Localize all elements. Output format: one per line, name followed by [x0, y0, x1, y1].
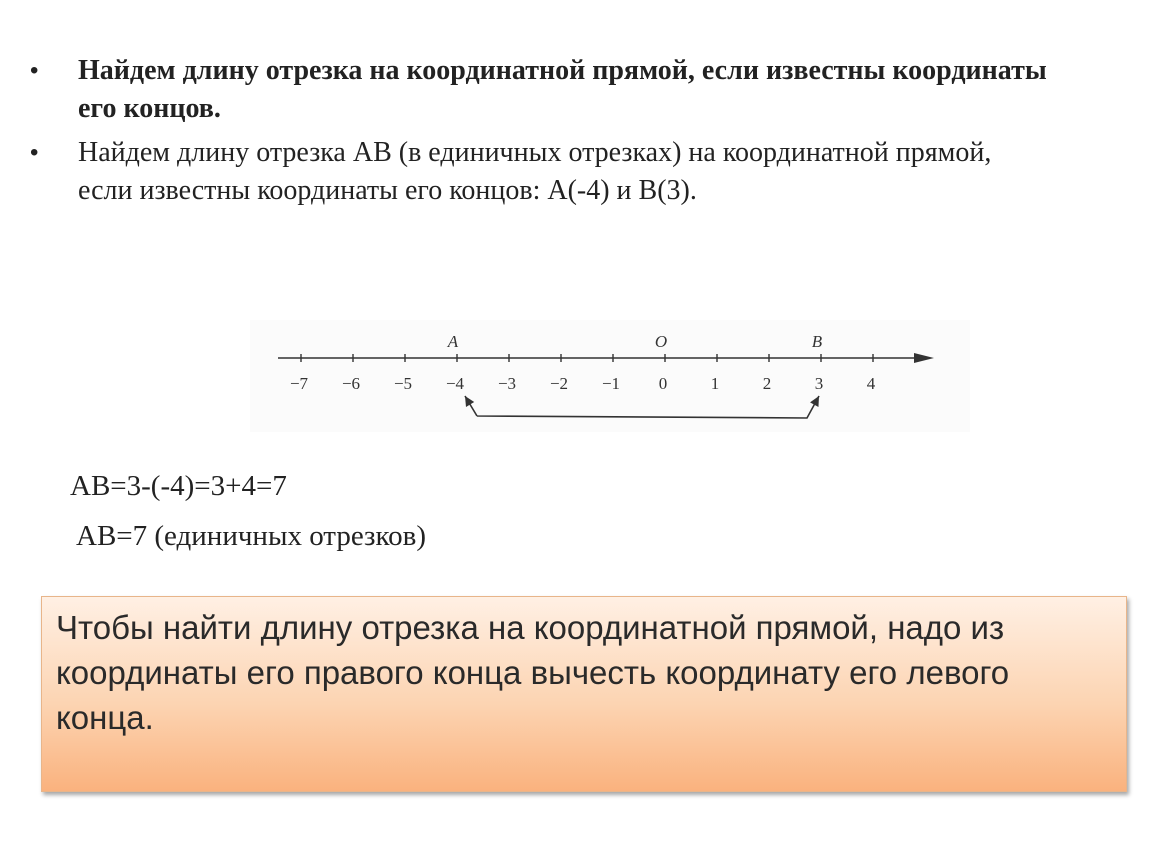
number-line-svg [250, 320, 970, 432]
tick-label: −6 [341, 374, 361, 393]
tick-label: −5 [393, 374, 413, 393]
bullet-marker: • [30, 139, 39, 166]
point-label-a: A [447, 332, 459, 351]
bullet-marker: • [30, 57, 39, 84]
bullet-heading [30, 52, 1050, 128]
bullet-task [30, 134, 1050, 210]
axis-arrowhead [914, 353, 934, 363]
segment-arrowhead [465, 396, 474, 407]
formula-result: АВ=7 (единичных отрезков) [76, 520, 426, 552]
rule-text: Чтобы найти длину отрезка на координатной прямой, надо из координаты его правого конца вычесть координату его левого конца. [56, 609, 1010, 736]
rule-box [41, 596, 1127, 792]
tick-group [290, 354, 876, 393]
tick-label: −1 [601, 374, 621, 393]
bullet-task-text: Найдем длину отрезка АВ (в единичных отрезках) на координатной прямой, если известны координаты его концов: А(-4) и В(3). [78, 137, 992, 206]
tick-label: 1 [710, 374, 720, 393]
bullet-heading-text: Найдем длину отрезка на координатной прямой, если известны координаты его концов. [78, 55, 1047, 124]
tick-label: −3 [497, 374, 517, 393]
segment-arrow [465, 396, 819, 418]
tick-label: −4 [445, 374, 465, 393]
point-label-group [447, 332, 823, 351]
point-label-o: O [654, 332, 668, 351]
tick-label: 0 [658, 374, 668, 393]
tick-label: 4 [866, 374, 876, 393]
tick-label: 3 [814, 374, 824, 393]
formula-difference: АВ=3-(-4)=3+4=7 [70, 470, 287, 502]
bullet-list [30, 52, 1050, 216]
number-line-figure [250, 320, 970, 432]
point-label-b: B [811, 332, 823, 351]
tick-label: −2 [549, 374, 569, 393]
tick-label: 2 [762, 374, 772, 393]
tick-label: −7 [289, 374, 309, 393]
